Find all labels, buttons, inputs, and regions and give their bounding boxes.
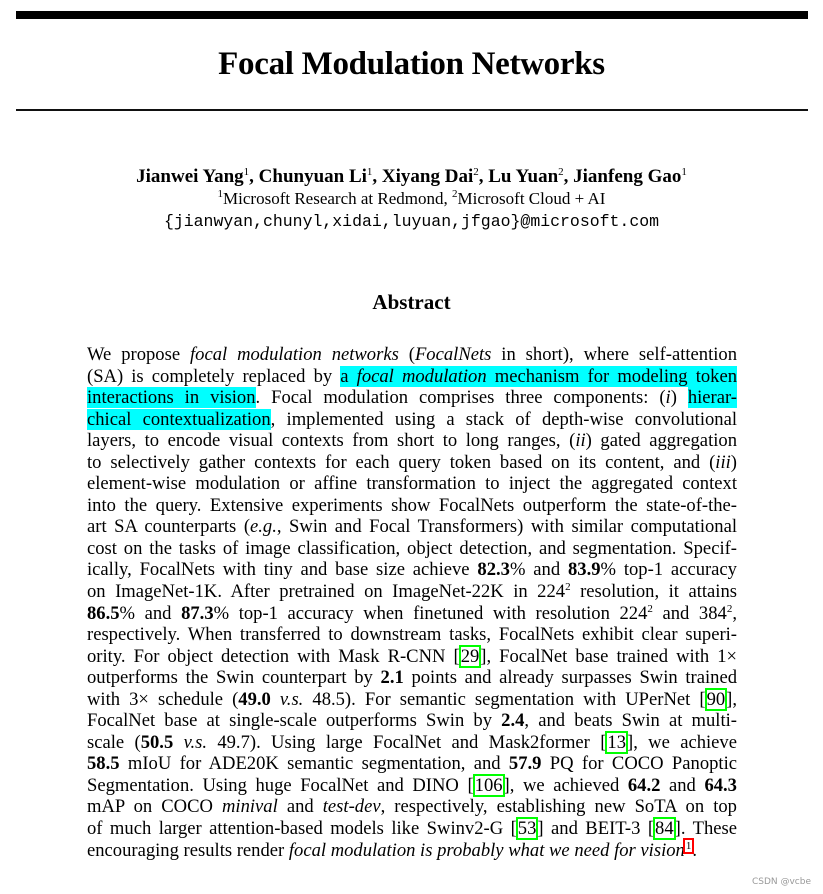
bold-number: 64.2 [627,774,661,796]
citation-link[interactable]: 29 [460,645,480,667]
text-run: ], we achieve [627,731,737,753]
text-run: , [732,602,737,624]
abstract-line [87,603,737,625]
text-run: , and beats Swin at multi- [524,710,737,732]
author-name: Jianwei Yang [136,166,244,187]
highlighted-text: focal modulation [356,365,487,387]
author-name: Xiyang Dai [381,166,474,187]
highlighted-text: hierar- [687,387,737,409]
abstract-line [87,473,737,495]
text-run: ) gated aggregation [585,430,737,452]
text-run: , respectively, establishing new SoTA on top [380,796,737,818]
highlighted-text: interactions in vision [87,387,256,409]
text-run: focal modulation is probably what we need for vision [288,839,685,861]
text-run: to selectively gather contexts for each query token based on its content, and ( [87,451,716,473]
author-name: Jianfeng Gao [573,166,682,187]
abstract-line [87,646,737,668]
text-run: element-wise modulation or affine transformation to inject the aggregated context [87,473,737,495]
highlighted-text: a [340,365,357,387]
author-name: Chunyuan Li [258,166,367,187]
abstract-line [87,624,737,646]
author-emails: {jianwyan,chunyl,xidai,luyuan,jfgao}@microsoft.com [163,212,660,231]
abstract-line [87,409,737,431]
text-run: in short), where self-attention [491,344,738,365]
abstract-line [87,796,737,818]
text-run [271,689,280,710]
text-run: and 384 [652,602,727,624]
text-run: focal modulation networks [190,344,399,365]
bold-number: 57.9 [508,753,542,775]
text-run: scale ( [87,731,141,753]
text-run: We propose [87,344,190,365]
text-run [173,732,183,753]
text-run: encouraging results render [87,839,289,861]
superscript: 2 [565,581,571,594]
text-run: and [277,796,323,818]
author-name: Lu Yuan [488,166,559,187]
affiliation-mark: 2 [558,166,564,178]
abstract-line [87,387,737,409]
affiliation-name: Microsoft Research at Redmond [223,189,444,208]
text-run: ically, FocalNets with tiny and base size achieve [87,559,478,581]
text-run: ority. For object detection with Mask R-CNN [ [87,645,460,667]
citation-link[interactable]: 53 [517,818,537,840]
text-run: ]. These [674,818,737,840]
text-run: test-dev [322,796,381,818]
text-run: cost on the tasks of image classification, object detection, and segmentation. Specif- [87,537,737,559]
text-run: art SA counterparts ( [87,516,251,538]
text-run: v.s. [183,731,207,753]
text-run: % and [509,559,568,581]
superscript: 2 [647,602,653,615]
text-run: v.s. [279,688,304,710]
text-run: ii [575,430,586,452]
abstract-line [87,495,737,517]
abstract-line [87,753,737,775]
title-bottom-rule [16,109,808,111]
author-list: Jianwei Yang$^1$, Chunyuan Li$^1$, Xiyang Dai$^2$, Lu Yuan$^2$, Jianfeng Gao$^1$ [136,166,687,187]
affiliation-mark: 1 [217,188,224,200]
text-run: mAP on COCO [87,796,222,818]
affiliation-mark: 2 [473,166,479,178]
text-run: 49.7). Using large FocalNet and Mask2former [ [207,731,607,753]
text-run: and [660,774,705,796]
bold-number: 87.3 [181,602,214,624]
bold-number: 86.5 [87,602,120,624]
text-run: minival [222,796,278,818]
abstract-line [87,581,737,603]
bold-number: 2.1 [380,667,404,689]
affiliation-mark: 1 [681,166,687,178]
text-run: into the query. Extensive experiments show FocalNets outperform the state-of-the- [87,494,737,516]
text-run: with 3× schedule ( [87,688,239,710]
text-run: ) [670,387,688,409]
citation-link[interactable]: 106 [474,774,503,796]
highlighted-text: chical contextualization [87,408,271,430]
citation-link[interactable]: 84 [655,818,674,840]
abstract-line [87,840,737,862]
affiliation-mark: 1 [243,166,250,178]
text-run: . Focal modulation comprises three components: ( [255,387,666,409]
abstract-line [87,732,737,754]
text-run: of much larger attention-based models like Swinv2-G [ [87,818,517,840]
title-top-rule [16,11,808,19]
bold-number: 83.9 [567,559,601,581]
text-run: i [665,387,671,409]
abstract-body [87,344,737,861]
text-run: e.g. [250,516,277,538]
abstract-heading: Abstract [372,290,451,314]
paper-title: Focal Modulation Networks [218,46,605,82]
text-run: points and already surpasses Swin trained [403,667,738,689]
affiliations: $^1$Microsoft Research at Redmond, $^2$Microsoft Cloud + AI [217,188,606,208]
bold-number: 64.3 [704,774,737,796]
text-run: (SA) is completely replaced by [87,365,341,387]
abstract-line [87,516,737,538]
highlighted-text: mechanism for modeling token [486,365,738,387]
text-run: PQ for COCO Panoptic [541,753,738,775]
abstract-line [87,710,737,732]
text-run: FocalNets [414,344,492,365]
bold-number: 58.5 [87,753,120,775]
text-run: respectively. When transferred to downstream tasks, FocalNets exhibit clear superi- [87,624,737,646]
abstract-line [87,430,737,452]
abstract-line [87,559,737,581]
text-run: ] and BEIT-3 [ [537,818,655,840]
text-run: , implemented using a stack of depth-wise convolutional [270,408,737,430]
watermark: CSDN @vcbe [751,877,811,887]
text-run: FocalNet base at single-scale outperforms Swin by [87,710,502,732]
abstract-line [87,452,737,474]
bold-number: 50.5 [140,731,174,753]
citation-link[interactable]: 13 [607,731,626,753]
bold-number: 49.0 [238,688,271,710]
bold-number: 82.3 [477,559,510,581]
text-run: outperforms the Swin counterpart by [87,667,381,689]
bold-number: 2.4 [501,710,525,732]
text-run: % and [119,602,182,624]
text-run: ( [398,344,415,365]
affiliation-name: Microsoft Cloud + AI [457,189,606,208]
affiliation-mark: 1 [366,166,373,178]
text-run: , Swin and Focal Transformers) with similar computational [276,516,737,538]
text-run: iii [715,451,731,473]
footnote-link[interactable]: 1 [685,839,692,852]
affiliation-mark: 2 [452,188,458,200]
text-run: on ImageNet-1K. After pretrained on ImageNet-22K in 224 [87,581,566,603]
text-run: resolution, it attains [570,581,737,603]
text-run: ], FocalNet base trained with 1× [480,645,737,667]
text-run: % top-1 accuracy when finetuned with resolution 224 [213,602,648,624]
text-run: ) [730,451,737,473]
citation-link[interactable]: 90 [706,688,726,710]
text-run: . [692,839,697,861]
text-run: mIoU for ADE20K semantic segmentation, and [119,753,509,775]
abstract-line [87,689,737,711]
abstract-line [87,667,737,689]
superscript: 2 [726,602,733,615]
abstract-line [87,538,737,560]
text-run: Segmentation. Using huge FocalNet and DINO [ [87,774,474,796]
abstract-line [87,366,737,388]
abstract-line [87,818,737,840]
text-run: ], [726,688,737,710]
text-run: ], we achieved [503,774,628,796]
abstract-line [87,344,737,366]
text-run: % top-1 accuracy [600,559,737,581]
abstract-line [87,775,737,797]
text-run: layers, to encode visual contexts from short to long ranges, ( [87,430,576,452]
text-run: 48.5). For semantic segmentation with UPerNet [ [303,688,706,710]
